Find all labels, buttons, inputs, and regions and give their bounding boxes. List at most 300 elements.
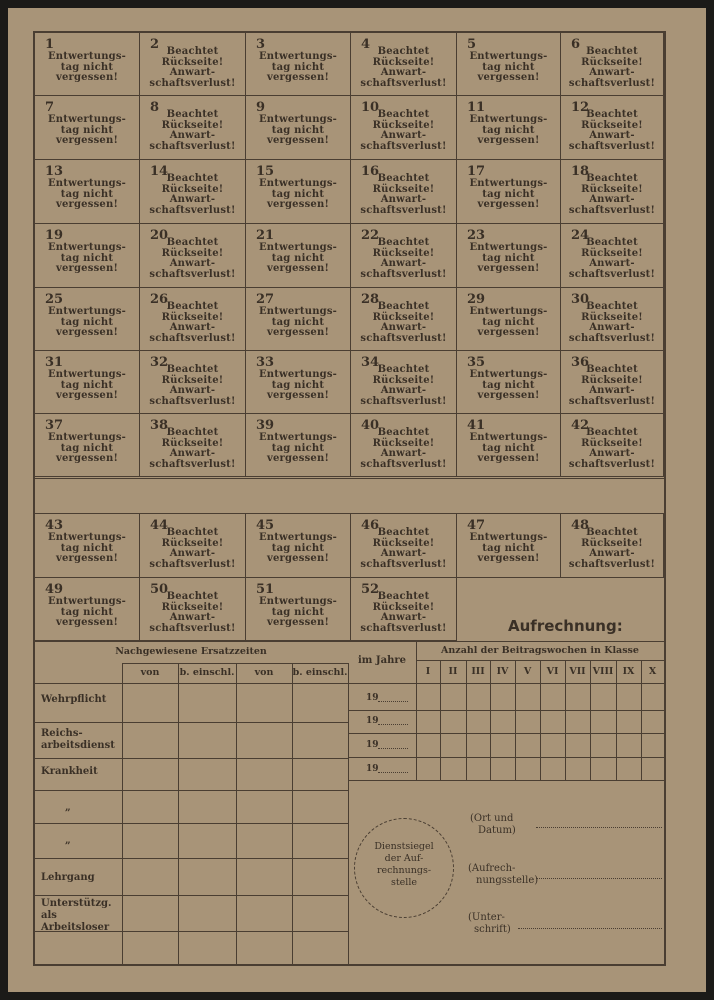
year-dotted-line[interactable] xyxy=(378,772,408,773)
coupon-number: 24 xyxy=(571,228,590,243)
coupon-text-line: schaftsverlust! xyxy=(360,268,447,280)
coupon-cell[interactable] xyxy=(561,351,664,414)
table-line xyxy=(565,660,566,780)
coupon-number: 47 xyxy=(467,518,486,533)
coupon-text-line: Anwart- xyxy=(589,258,635,269)
coupon-text-line: schaftsverlust! xyxy=(568,458,656,470)
coupon-number: 12 xyxy=(571,100,590,115)
table-line xyxy=(348,710,664,711)
coupon-number: 33 xyxy=(256,355,275,370)
coupon-text xyxy=(140,238,245,280)
coupon-number: 38 xyxy=(150,418,169,433)
coupon-number: 8 xyxy=(150,100,160,115)
coupon-text-line: tag nicht xyxy=(60,606,114,618)
coupon-text-line: tag nicht xyxy=(482,379,535,391)
coupon-text-line: Beachtet xyxy=(377,237,430,248)
year-prefix: 19 xyxy=(366,716,379,726)
coupon-number: 7 xyxy=(45,100,55,115)
coupon-text-line: Beachtet xyxy=(166,427,219,438)
coupon-text-line: schaftsverlust! xyxy=(360,332,447,344)
coupon-text xyxy=(457,115,560,147)
coupon-text-line: Entwertungs- xyxy=(47,369,127,380)
coupon-text-line: Rückseite! xyxy=(161,374,224,386)
coupon-text-line: vergessen! xyxy=(266,135,330,146)
coupon-cell[interactable] xyxy=(140,224,246,288)
class-header: I xyxy=(425,666,431,677)
coupon-text xyxy=(246,52,350,84)
coupon-text xyxy=(457,243,560,275)
coupon-number: 46 xyxy=(361,518,380,533)
coupon-text-line: Rückseite! xyxy=(372,247,435,259)
ersatzzeiten-title: Nachgewiesene Ersatzzeiten xyxy=(115,646,267,657)
class-header: IX xyxy=(622,666,635,677)
coupon-number: 44 xyxy=(150,518,169,533)
coupon-text xyxy=(457,433,560,465)
class-header: II xyxy=(448,666,458,677)
coupon-text-line: tag nicht xyxy=(271,61,325,73)
coupon-number: 13 xyxy=(45,164,64,179)
seal-line: der Auf- xyxy=(384,853,424,864)
separator-line xyxy=(35,513,664,514)
coupon-text-line: Entwertungs- xyxy=(258,432,338,443)
coupon-text xyxy=(246,115,350,147)
coupon-text-line: vergessen! xyxy=(266,617,330,628)
coupon-text-line: Entwertungs- xyxy=(47,596,127,607)
coupon-text-line: Beachtet xyxy=(166,173,219,184)
col-header-jahre: im Jahre xyxy=(358,655,406,666)
coupon-text-line: schaftsverlust! xyxy=(568,558,656,570)
coupon-cell[interactable] xyxy=(561,33,664,96)
coupon-text-line: Beachtet xyxy=(377,591,430,602)
coupon-text-line: Beachtet xyxy=(166,301,219,312)
coupon-text-line: Entwertungs- xyxy=(47,51,127,62)
coupon-text-line: Anwart- xyxy=(169,258,216,269)
coupon-number: 1 xyxy=(45,37,55,52)
coupon-number: 2 xyxy=(150,37,160,52)
coupon-cell[interactable] xyxy=(246,578,351,641)
coupon-text-line: Beachtet xyxy=(166,527,219,538)
coupon-cell[interactable] xyxy=(457,96,561,160)
coupon-text-line: schaftsverlust! xyxy=(568,77,656,89)
coupon-cell[interactable] xyxy=(351,288,457,351)
coupon-text xyxy=(457,533,560,565)
coupon-text xyxy=(351,174,456,216)
coupon-text-line: schaftsverlust! xyxy=(568,204,656,216)
coupon-text-line: Anwart- xyxy=(589,322,635,333)
coupon-cell[interactable] xyxy=(140,351,246,414)
coupon-text-line: vergessen! xyxy=(55,327,119,338)
coupon-number: 5 xyxy=(467,37,477,52)
coupon-text-line: tag nicht xyxy=(271,379,325,391)
coupon-text xyxy=(246,597,350,629)
table-line xyxy=(35,722,348,723)
coupon-text xyxy=(35,115,139,147)
coupon-text-line: tag nicht xyxy=(60,188,114,200)
coupon-text-line: tag nicht xyxy=(482,124,535,136)
unterschrift-line[interactable] xyxy=(518,928,662,929)
coupon-number: 41 xyxy=(467,418,486,433)
coupon-text-line: Entwertungs- xyxy=(47,306,127,317)
coupon-text-line: Rückseite! xyxy=(372,56,435,68)
coupon-text xyxy=(246,370,350,402)
coupon-text-line: schaftsverlust! xyxy=(568,140,656,152)
table-line xyxy=(35,823,348,824)
coupon-cell[interactable] xyxy=(561,96,664,160)
coupon-text-line: vergessen! xyxy=(55,553,119,564)
coupon-text-line: Entwertungs- xyxy=(469,306,548,317)
coupon-number: 6 xyxy=(571,37,581,52)
coupon-text-line: Rückseite! xyxy=(372,374,435,386)
coupon-text-line: schaftsverlust! xyxy=(360,395,447,407)
coupon-text-line: schaftsverlust! xyxy=(149,558,236,570)
seal-line: Dienstsiegel xyxy=(374,841,434,852)
coupon-cell[interactable] xyxy=(35,351,140,414)
coupon-number: 23 xyxy=(467,228,486,243)
coupon-number: 45 xyxy=(256,518,275,533)
table-line xyxy=(466,660,467,780)
coupon-text-line: Anwart- xyxy=(589,548,635,559)
coupon-cell[interactable] xyxy=(35,514,140,578)
coupon-number: 9 xyxy=(256,100,266,115)
coupon-cell[interactable] xyxy=(457,33,561,96)
coupon-text-line: vergessen! xyxy=(55,390,119,401)
coupon-number: 37 xyxy=(45,418,64,433)
coupon-text xyxy=(140,592,245,634)
coupon-cell[interactable] xyxy=(35,96,140,160)
coupon-text-line: Beachtet xyxy=(586,527,638,538)
coupon-text xyxy=(246,243,350,275)
table-line xyxy=(641,660,642,780)
ort-datum-label: (Ort und Datum) xyxy=(470,813,516,836)
coupon-cell[interactable] xyxy=(140,414,246,477)
coupon-text xyxy=(35,307,139,339)
coupon-number: 51 xyxy=(256,582,275,597)
coupon-text-line: schaftsverlust! xyxy=(568,332,656,344)
coupon-text-line: tag nicht xyxy=(60,442,114,454)
coupon-cell[interactable] xyxy=(457,414,561,477)
coupon-text-line: Rückseite! xyxy=(372,601,435,613)
coupon-text-line: Anwart- xyxy=(169,548,216,559)
ersatzzeit-row-label: Krankheit xyxy=(41,766,98,777)
coupon-text-line: Rückseite! xyxy=(581,374,643,386)
coupon-cell[interactable] xyxy=(561,288,664,351)
coupon-cell[interactable] xyxy=(561,414,664,477)
coupon-cell[interactable] xyxy=(35,578,140,641)
coupon-cell[interactable] xyxy=(246,414,351,477)
table-line xyxy=(348,757,664,758)
coupon-text-line: tag nicht xyxy=(271,252,325,264)
coupon-text-line: schaftsverlust! xyxy=(360,558,447,570)
dienstsiegel-circle xyxy=(354,818,454,918)
coupon-text-line: tag nicht xyxy=(60,252,114,264)
coupon-text-line: vergessen! xyxy=(266,390,330,401)
coupon-text-line: Entwertungs- xyxy=(258,306,338,317)
year-prefix: 19 xyxy=(366,764,379,774)
coupon-text xyxy=(35,179,139,211)
coupon-cell[interactable] xyxy=(457,224,561,288)
coupon-number: 18 xyxy=(571,164,590,179)
coupon-text-line: Anwart- xyxy=(380,612,427,623)
aufrechnungsstelle-label: (Aufrech- nungsstelle) xyxy=(468,863,539,886)
coupon-cell[interactable] xyxy=(457,288,561,351)
coupon-cell[interactable] xyxy=(35,160,140,224)
coupon-text-line: Beachtet xyxy=(377,364,430,375)
coupon-number: 14 xyxy=(150,164,169,179)
coupon-cell[interactable] xyxy=(351,33,457,96)
coupon-number: 20 xyxy=(150,228,169,243)
coupon-text-line: Entwertungs- xyxy=(47,432,127,443)
coupon-cell[interactable] xyxy=(140,514,246,578)
coupon-text-line: Beachtet xyxy=(377,109,430,120)
coupon-text-line: Anwart- xyxy=(380,548,427,559)
coupon-text-line: tag nicht xyxy=(482,542,535,554)
coupon-text-line: tag nicht xyxy=(60,316,114,328)
coupon-cell[interactable] xyxy=(561,224,664,288)
coupon-text-line: Anwart- xyxy=(589,385,635,396)
coupon-text-line: vergessen! xyxy=(266,453,330,464)
coupon-text-line: Beachtet xyxy=(586,427,638,438)
coupon-text-line: schaftsverlust! xyxy=(149,204,236,216)
coupon-text-line: Rückseite! xyxy=(161,247,224,259)
coupon-text xyxy=(140,302,245,344)
table-line xyxy=(616,660,617,780)
class-header: VIII xyxy=(592,666,614,677)
coupon-text-line: Anwart- xyxy=(380,448,427,459)
coupon-text xyxy=(35,243,139,275)
coupon-cell[interactable] xyxy=(140,96,246,160)
coupon-text xyxy=(561,302,663,344)
coupon-text-line: tag nicht xyxy=(60,379,114,391)
coupon-text-line: Rückseite! xyxy=(581,56,643,68)
coupon-cell[interactable] xyxy=(561,160,664,224)
coupon-number: 50 xyxy=(150,582,169,597)
coupon-text-line: Anwart- xyxy=(380,130,427,141)
year-dotted-line[interactable] xyxy=(378,701,408,702)
coupon-number: 35 xyxy=(467,355,486,370)
coupon-text-line: Entwertungs- xyxy=(469,532,548,543)
coupon-text xyxy=(351,365,456,407)
coupon-number: 19 xyxy=(45,228,64,243)
coupon-cell[interactable] xyxy=(351,578,457,641)
coupon-text-line: vergessen! xyxy=(477,199,540,210)
coupon-cell[interactable] xyxy=(246,96,351,160)
coupon-cell[interactable] xyxy=(246,224,351,288)
coupon-text-line: tag nicht xyxy=(482,188,535,200)
coupon-text xyxy=(457,307,560,339)
coupon-text-line: tag nicht xyxy=(482,316,535,328)
coupon-text-line: tag nicht xyxy=(271,542,325,554)
coupon-text-line: Rückseite! xyxy=(581,437,643,449)
coupon-text-line: Anwart- xyxy=(169,612,216,623)
coupon-text-line: Beachtet xyxy=(377,173,430,184)
coupon-text-line: vergessen! xyxy=(55,72,119,83)
coupon-text-line: tag nicht xyxy=(271,188,325,200)
coupon-cell[interactable] xyxy=(246,514,351,578)
coupon-cell[interactable] xyxy=(351,160,457,224)
coupon-text-line: tag nicht xyxy=(271,316,325,328)
coupon-cell[interactable] xyxy=(457,160,561,224)
coupon-text-line: Beachtet xyxy=(166,364,219,375)
year-dotted-line[interactable] xyxy=(378,724,408,725)
coupon-text-line: Entwertungs- xyxy=(258,114,338,125)
coupon-text-line: schaftsverlust! xyxy=(149,77,236,89)
coupon-text-line: Entwertungs- xyxy=(47,532,127,543)
coupon-text-line: Anwart- xyxy=(380,322,427,333)
coupon-number: 28 xyxy=(361,292,380,307)
class-header: VI xyxy=(546,666,559,677)
ersatzzeit-row-label: Unterstützg. als Arbeitsloser xyxy=(41,898,112,933)
coupon-cell[interactable] xyxy=(351,224,457,288)
coupon-text-line: vergessen! xyxy=(477,327,540,338)
coupon-text xyxy=(246,179,350,211)
coupon-text-line: schaftsverlust! xyxy=(149,140,236,152)
coupon-text xyxy=(561,174,663,216)
coupon-text-line: schaftsverlust! xyxy=(149,268,236,280)
coupon-text-line: Anwart- xyxy=(589,130,635,141)
table-line xyxy=(348,780,664,781)
coupon-text-line: Rückseite! xyxy=(581,119,643,131)
coupon-cell[interactable] xyxy=(351,514,457,578)
coupon-text-line: Rückseite! xyxy=(372,183,435,195)
coupon-cell[interactable] xyxy=(457,514,561,578)
coupon-text-line: vergessen! xyxy=(477,135,540,146)
table-line xyxy=(35,758,348,759)
ersatzzeit-row-label: Reichs- arbeitsdienst xyxy=(41,728,115,751)
table-line xyxy=(490,660,491,780)
coupon-text xyxy=(561,110,663,152)
coupon-cell[interactable] xyxy=(35,224,140,288)
coupon-cell[interactable] xyxy=(351,96,457,160)
coupon-text-line: vergessen! xyxy=(266,72,330,83)
coupon-text-line: Entwertungs- xyxy=(47,242,127,253)
coupon-cell[interactable] xyxy=(35,414,140,477)
aufrechnung-title: Aufrechnung: xyxy=(508,617,623,635)
seal-line: rechnungs- xyxy=(376,865,432,876)
coupon-text-line: tag nicht xyxy=(271,124,325,136)
coupon-number: 43 xyxy=(45,518,64,533)
coupon-number: 3 xyxy=(256,37,266,52)
coupon-number: 42 xyxy=(571,418,590,433)
coupon-number: 17 xyxy=(467,164,486,179)
coupon-text xyxy=(351,47,456,89)
ersatzzeit-row-label: „ xyxy=(65,802,71,813)
table-line xyxy=(348,733,664,734)
col-header-von: von xyxy=(254,667,274,678)
ersatzzeit-row-label: „ xyxy=(65,835,71,846)
coupon-text xyxy=(246,307,350,339)
coupon-cell[interactable] xyxy=(246,288,351,351)
table-line xyxy=(348,663,349,964)
coupon-text xyxy=(561,365,663,407)
coupon-text-line: Beachtet xyxy=(586,46,638,57)
coupon-cell[interactable] xyxy=(457,351,561,414)
class-header: VII xyxy=(569,666,586,677)
coupon-text-line: Rückseite! xyxy=(161,601,224,613)
table-line xyxy=(122,663,348,664)
coupon-number: 31 xyxy=(45,355,64,370)
coupon-text-line: vergessen! xyxy=(55,453,119,464)
aufrechnungsstelle-line[interactable] xyxy=(536,878,662,879)
coupon-text-line: tag nicht xyxy=(60,61,114,73)
coupon-text xyxy=(140,528,245,570)
table-line xyxy=(35,641,664,642)
coupon-text-line: Rückseite! xyxy=(581,183,643,195)
table-line xyxy=(292,663,293,964)
coupon-number: 39 xyxy=(256,418,275,433)
coupon-text-line: Rückseite! xyxy=(161,537,224,549)
coupon-text-line: Anwart- xyxy=(380,385,427,396)
coupon-text xyxy=(351,238,456,280)
coupon-text-line: vergessen! xyxy=(266,327,330,338)
coupon-text-line: Beachtet xyxy=(166,109,219,120)
ersatzzeit-row-label: Lehrgang xyxy=(41,872,95,883)
coupon-number: 36 xyxy=(571,355,590,370)
coupon-text-line: Anwart- xyxy=(169,385,216,396)
coupon-text xyxy=(35,370,139,402)
coupon-cell[interactable] xyxy=(35,33,140,96)
coupon-cell[interactable] xyxy=(246,33,351,96)
coupon-text-line: vergessen! xyxy=(477,263,540,274)
coupon-cell[interactable] xyxy=(351,414,457,477)
coupon-text-line: Rückseite! xyxy=(372,311,435,323)
coupon-number: 26 xyxy=(150,292,169,307)
coupon-text-line: Entwertungs- xyxy=(258,178,338,189)
coupon-text-line: tag nicht xyxy=(482,252,535,264)
coupon-text-line: Anwart- xyxy=(380,194,427,205)
coupon-text xyxy=(246,533,350,565)
coupon-number: 27 xyxy=(256,292,275,307)
coupon-text xyxy=(140,365,245,407)
coupon-text-line: Beachtet xyxy=(377,301,430,312)
coupon-text-line: schaftsverlust! xyxy=(360,204,447,216)
coupon-number: 15 xyxy=(256,164,275,179)
coupon-text-line: schaftsverlust! xyxy=(149,458,236,470)
coupon-text-line: schaftsverlust! xyxy=(149,622,236,634)
coupon-cell[interactable] xyxy=(246,160,351,224)
coupon-text-line: vergessen! xyxy=(55,617,119,628)
unterschrift-label: (Unter- schrift) xyxy=(468,912,511,935)
coupon-text-line: Entwertungs- xyxy=(469,432,548,443)
coupon-text-line: Anwart- xyxy=(380,258,427,269)
coupon-cell[interactable] xyxy=(140,33,246,96)
coupon-cell[interactable] xyxy=(561,514,664,578)
coupon-text-line: schaftsverlust! xyxy=(568,395,656,407)
coupon-text-line: Beachtet xyxy=(586,301,638,312)
coupon-text xyxy=(351,428,456,470)
coupon-cell[interactable] xyxy=(140,578,246,641)
coupon-text xyxy=(561,238,663,280)
coupon-text-line: tag nicht xyxy=(271,606,325,618)
coupon-cell[interactable] xyxy=(246,351,351,414)
year-dotted-line[interactable] xyxy=(378,748,408,749)
coupon-text xyxy=(351,592,456,634)
beitragswochen-title: Anzahl der Beitragswochen in Klasse xyxy=(441,645,639,656)
col-header-bis: b. einschl. xyxy=(292,667,348,678)
coupon-text xyxy=(140,174,245,216)
ort-datum-line[interactable] xyxy=(536,827,662,828)
table-line xyxy=(178,663,179,964)
col-header-bis: b. einschl. xyxy=(179,667,235,678)
coupon-text-line: Entwertungs- xyxy=(469,369,548,380)
coupon-cell[interactable] xyxy=(140,160,246,224)
coupon-text xyxy=(35,433,139,465)
coupon-text-line: Beachtet xyxy=(166,237,219,248)
coupon-text xyxy=(35,52,139,84)
coupon-cell[interactable] xyxy=(351,351,457,414)
coupon-cell[interactable] xyxy=(140,288,246,351)
coupon-cell[interactable] xyxy=(35,288,140,351)
coupon-text-line: Rückseite! xyxy=(161,437,224,449)
